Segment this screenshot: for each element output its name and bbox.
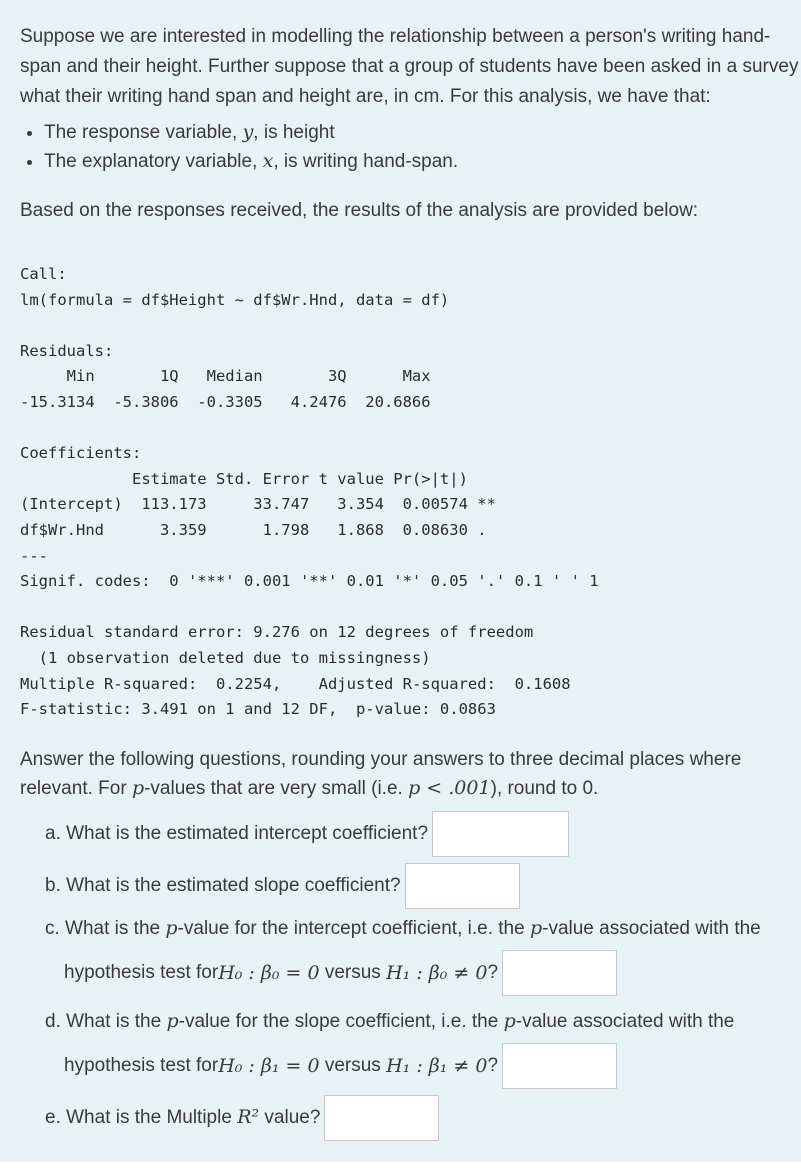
list-item xyxy=(44,118,801,147)
question-text-line xyxy=(45,950,801,996)
question-text-part: d. What is the xyxy=(45,1010,167,1032)
intercept-answer-input[interactable] xyxy=(432,811,569,857)
question-text-part: hypothesis test for xyxy=(64,1054,219,1076)
question-text-part: -value associated with the xyxy=(542,917,761,939)
bullet-text: The response variable, xyxy=(44,122,243,143)
list-item xyxy=(44,147,801,176)
question-text-part: value? xyxy=(259,1107,321,1129)
bullet-text: , is height xyxy=(253,122,335,143)
r-squared-input[interactable] xyxy=(324,1095,439,1141)
question-text-part: hypothesis test for xyxy=(64,961,219,983)
question-text-part: -value associated with the xyxy=(515,1010,735,1032)
question-text: a. What is the estimated intercept coefficient? xyxy=(45,822,429,844)
question-b xyxy=(45,863,801,909)
math-variable: x xyxy=(262,150,274,172)
intercept-pvalue-input[interactable] xyxy=(502,950,617,996)
slope-pvalue-input[interactable] xyxy=(502,1043,617,1089)
results-intro: Based on the responses received, the results of the analysis are provided below: xyxy=(20,200,699,221)
question-text-part: c. What is the xyxy=(45,917,166,939)
math-variable: y xyxy=(242,121,254,143)
slope-answer-input[interactable] xyxy=(405,863,520,909)
question-text-part: -value for the slope coefficient, i.e. the xyxy=(178,1010,504,1032)
question-text xyxy=(45,1102,320,1133)
instructions-text: Answer the following questions, rounding your answers to three decimal places where relevant. For xyxy=(20,748,742,799)
instructions-text: -values that are very small (i.e. xyxy=(144,777,409,799)
math-expression: H₀ : β₁ = 0 xyxy=(218,1054,320,1077)
math-variable: p xyxy=(503,1009,516,1032)
math-variable: p xyxy=(166,1009,179,1032)
question-text-part: e. What is the Multiple xyxy=(45,1107,238,1129)
question-text-part: -value for the intercept coefficient, i.e. the xyxy=(177,917,530,939)
math-variable: p xyxy=(529,916,543,939)
math-expression: H₀ : β₀ = 0 xyxy=(218,961,320,984)
math-variable: p xyxy=(131,776,145,799)
variable-list xyxy=(20,118,801,176)
instructions xyxy=(20,745,780,803)
question-text xyxy=(45,1006,801,1037)
instructions-text: ), round to 0. xyxy=(490,777,599,799)
math-variable: p xyxy=(165,916,178,939)
question-d xyxy=(45,1006,801,1089)
bullet-text: , is writing hand-span. xyxy=(273,151,459,172)
math-expression: R² xyxy=(237,1106,260,1129)
question-c xyxy=(45,913,801,996)
question-e xyxy=(45,1095,801,1141)
question-text-line xyxy=(45,1043,801,1089)
regression-output: Call: lm(formula = df$Height ~ df$Wr.Hnd, data = df) Residuals: Min 1Q Median 3Q Max -15.3134 -5.3806 -0.3305 4.2476 20.6866 Coefficients: Estimate Std. Error t value Pr(>|t|) (Intercept) 113.173 33.747 3.354 0.00574 ** df$Wr.Hnd 3.359 1.798 1.868 0.08630 . --- Signif. codes: 0 '***' 0.001 '**' 0.01 '*' 0.05 '.' 0.1 ' ' 1 Residual standard error: 9.276 on 12 degrees of freedom (1 observation deleted due to missingness) Multiple R-squared: 0.2254, Adjusted R-squared: 0.1608 F-statistic: 3.491 on 1 and 12 DF, p-value: 0.0863 xyxy=(20,265,599,719)
math-expression: H₁ : β₁ ≠ 0 xyxy=(386,1054,488,1077)
question-text-part: versus xyxy=(319,961,387,983)
math-expression: p < .001 xyxy=(408,776,491,799)
question-text-part: ? xyxy=(487,1054,499,1076)
question-text: b. What is the estimated slope coefficient? xyxy=(45,874,401,896)
question-text-part: ? xyxy=(487,961,499,983)
question-a xyxy=(45,811,801,857)
math-expression: H₁ : β₀ ≠ 0 xyxy=(386,961,488,984)
question-text-part: versus xyxy=(319,1054,387,1076)
bullet-text: The explanatory variable, xyxy=(44,151,263,172)
question-text xyxy=(45,913,801,944)
intro-paragraph: Suppose we are interested in modelling the relationship between a person's writing hand-span and their height. Further suppose that a group of students have been asked in a survey what their writing hand span and height are, in cm. For this analysis, we have that: xyxy=(20,26,799,107)
